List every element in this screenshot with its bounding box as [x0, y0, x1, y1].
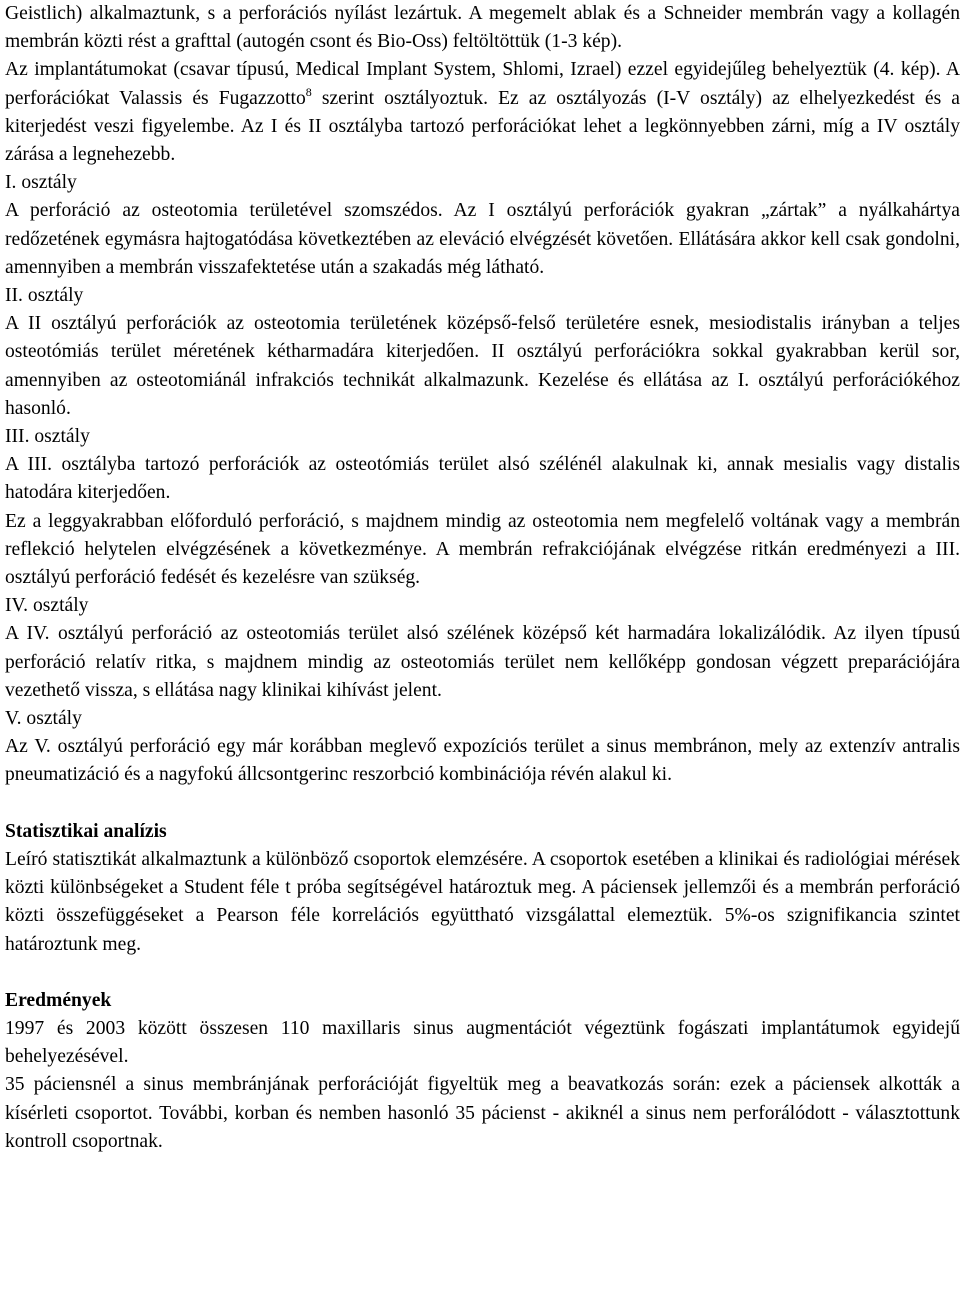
class-2-heading: II. osztály [5, 285, 84, 307]
intro-text-after-ref: szerint osztályoztuk. Ez az osztályozás (I-V osztály) az elhelyezkedést és a kiterjedést veszi figyelembe. Az I és II osztályba tartozó perforációkat lehet a legkönnyebben zárni, míg a IV osztály zárása a legnehezebb. [5, 87, 960, 166]
intro-paragraph-2 [5, 56, 960, 169]
class-1-heading: I. osztály [5, 172, 77, 194]
results-paragraph-2: 35 páciensnél a sinus membránjának perforációját figyeltük meg a beavatkozás során: ezek a páciensek alkották a kísérleti csoportot. További, korban és nemben hasonló 35 pácienst - akiknél a sinus nem perforálódott - választottunk kontroll csoportnak. [5, 1074, 960, 1152]
class-4-heading: IV. osztály [5, 595, 89, 617]
intro-text-before-ref: Az implantátumokat (csavar típusú, Medical Implant System, Shlomi, Izrael) ezzel egyidejűleg behelyeztük (4. kép). A perforációkat Valassis és Fugazzotto [5, 59, 960, 109]
class-3-text: A III. osztályba tartozó perforációk az osteotómiás terület alsó szélénél alakulnak ki, annak mesialis vagy distalis hatodára kiterjedően. [5, 454, 960, 504]
stats-text: Leíró statisztikát alkalmaztunk a különböző csoportok elemzésére. A csoportok esetében a klinikai és radiológiai mérések közti különbségeket a Student féle t próba segítségével határoztuk meg. A páciensek jellemzői és a membrán perforáció közti összefüggéseket a Pearson féle korrelációs együttható vizsgálattal elemeztük. 5%-os szignifikancia szintet határoztunk meg. [5, 848, 960, 955]
class-5-text: Az V. osztályú perforáció egy már korábban meglevő expozíciós terület a sinus membránon, mely az extenzív antralis pneumatizáció és a nagyfokú állcsontgerinc reszorbció kombinációja révén alakul ki. [5, 736, 960, 786]
reference-superscript: 8 [305, 84, 312, 99]
document-page [5, 0, 960, 1156]
class-4-text: A IV. osztályú perforáció az osteotomiás terület alsó szélének középső két harmadára lokalizálódik. Az ilyen típusú perforáció relatív ritka, s majdnem mindig az osteotomiás terület nem kellőképp gondosan végzett preparációjára vezethető vissza, s ellátása nagy klinikai kihívást jelent. [5, 623, 960, 701]
results-heading: Eredmények [5, 989, 112, 1011]
results-paragraph-1: 1997 és 2003 között összesen 110 maxillaris sinus augmentációt végeztünk fogászati implantátumok egyidejű behelyezésével. [5, 1017, 960, 1068]
intro-paragraph-1: Geistlich) alkalmaztunk, s a perforációs nyílást lezártuk. A megemelt ablak és a Schneider membrán vagy a kollagén membrán közti rést a grafttal (autogén csont és Bio-Oss) feltöltöttük (1-3 kép). [5, 3, 960, 53]
class-5-heading: V. osztály [5, 708, 82, 730]
section-spacer [5, 790, 960, 818]
class-3-heading: III. osztály [5, 426, 90, 448]
class-2-text: A II osztályú perforációk az osteotomia területének középső-felső területére esnek, mesiodistalis irányban a teljes osteotómiás terület méretének kétharmadára kiterjedően. II osztályú perforációkra sokkal gyakrabban kerül sor, amennyiben az osteotomiánál infrakciós technikát alkalmazunk. Kezelése és ellátása az I. osztályú perforációkéhoz hasonló. [5, 313, 960, 419]
class-3-text-continued: Ez a leggyakrabban előforduló perforáció, s majdnem mindig az osteotomia nem megfelelő voltának vagy a membrán reflekció helytelen elvégzésének a következménye. A membrán refrakciójának elvégzése ritkán eredményezi a III. osztályú perforáció fedését és kezelésre van szükség. [5, 510, 960, 589]
section-spacer [5, 959, 960, 987]
class-1-text: A perforáció az osteotomia területével szomszédos. Az I osztályú perforációk gyakran „zártak” a nyálkahártya redőzetének egymásra hajtogatódása következtében az eleváció elvégzését követően. Ellátására akkor kell csak gondolni, amennyiben a membrán visszafektetése után a szakadás még látható. [5, 200, 960, 278]
stats-heading: Statisztikai analízis [5, 820, 167, 842]
